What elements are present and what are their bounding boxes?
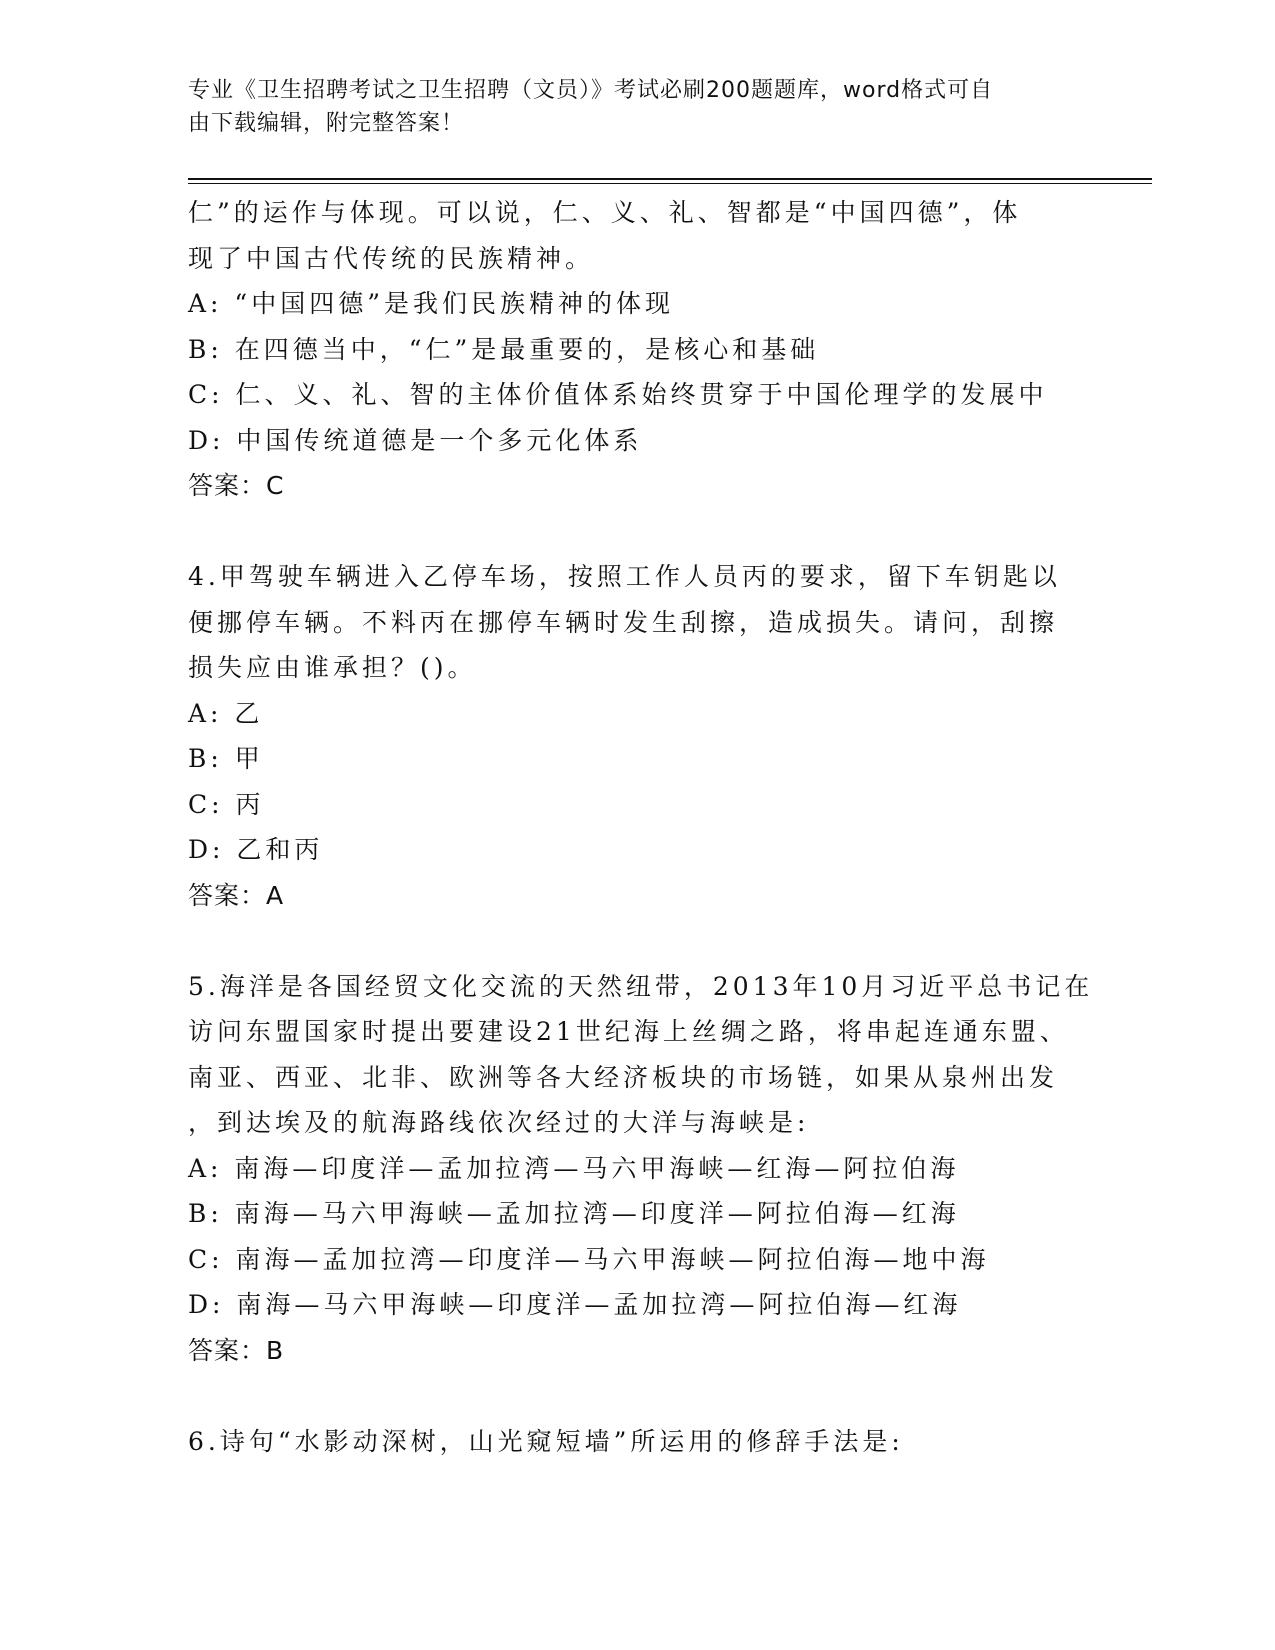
question-text-line: 南亚、西亚、北非、欧洲等各大经济板块的市场链，如果从泉州出发 (188, 1062, 1059, 1092)
question-text-line: 损失应由谁承担？()。 (188, 653, 477, 682)
answer-line: 答案：C (188, 471, 285, 500)
question-text-line: 5.海洋是各国经贸文化交流的天然纽带，2013年10月习近平总书记在 (188, 971, 1094, 1001)
header-rule-thin (188, 183, 1152, 184)
option-b: B: 南海—马六甲海峡—孟加拉湾—印度洋—阿拉伯海—红海 (188, 1199, 960, 1228)
option-b: B: 在四德当中，“仁”是最重要的，是核心和基础 (188, 334, 820, 364)
answer-line: 答案：A (188, 880, 285, 910)
option-d: D: 南海—马六甲海峡—印度洋—孟加拉湾—阿拉伯海—红海 (188, 1290, 962, 1319)
question-5 (188, 964, 1094, 1374)
question-text-line: 现了中国古代传统的民族精神。 (188, 243, 595, 273)
option-c: C: 丙 (188, 789, 265, 819)
option-d: D: 乙和丙 (188, 835, 324, 864)
answer-line: 答案：B (188, 1335, 285, 1365)
question-6 (188, 1419, 1088, 1465)
header-line-1: 专业《卫生招聘考试之卫生招聘（文员）》考试必刷200题题库，word格式可自 (188, 78, 994, 103)
question-3 (188, 190, 1088, 509)
question-text-line: 便挪停车辆。不料丙在挪停车辆时发生刮擦，造成损失。请问，刮擦 (188, 607, 1059, 637)
question-text-line: 仁”的运作与体现。可以说，仁、义、礼、智都是“中国四德”，体 (188, 198, 1022, 227)
question-4 (188, 554, 1088, 918)
question-text-line: 访问东盟国家时提出要建设21世纪海上丝绸之路，将串起连通东盟、 (188, 1017, 1069, 1046)
spacer (188, 509, 1088, 555)
option-c: C: 南海—孟加拉湾—印度洋—马六甲海峡—阿拉伯海—地中海 (188, 1244, 990, 1274)
header-rule-thick (188, 178, 1152, 180)
option-a: A: “中国四德”是我们民族精神的体现 (188, 289, 674, 318)
spacer (188, 1373, 1088, 1419)
spacer (188, 918, 1088, 964)
header-line-2: 由下载编辑，附完整答案！ (188, 111, 465, 136)
question-text-line: ，到达埃及的航海路线依次经过的大洋与海峡是: (188, 1108, 810, 1137)
option-d: D: 中国传统道德是一个多元化体系 (188, 425, 643, 455)
option-a: A: 南海—印度洋—孟加拉湾—马六甲海峡—红海—阿拉伯海 (188, 1153, 960, 1183)
question-list (188, 190, 1094, 1464)
option-c: C: 仁、义、礼、智的主体价值体系始终贯穿于中国伦理学的发展中 (188, 380, 1048, 409)
option-a: A: 乙 (188, 698, 264, 728)
document-header (188, 74, 1068, 140)
question-text-line: 6.诗句“水影动深树，山光窥短墙”所运用的修辞手法是: (188, 1426, 904, 1456)
option-b: B: 甲 (188, 744, 264, 773)
question-text-line: 4.甲驾驶车辆进入乙停车场，按照工作人员丙的要求，留下车钥匙以 (188, 562, 1061, 591)
